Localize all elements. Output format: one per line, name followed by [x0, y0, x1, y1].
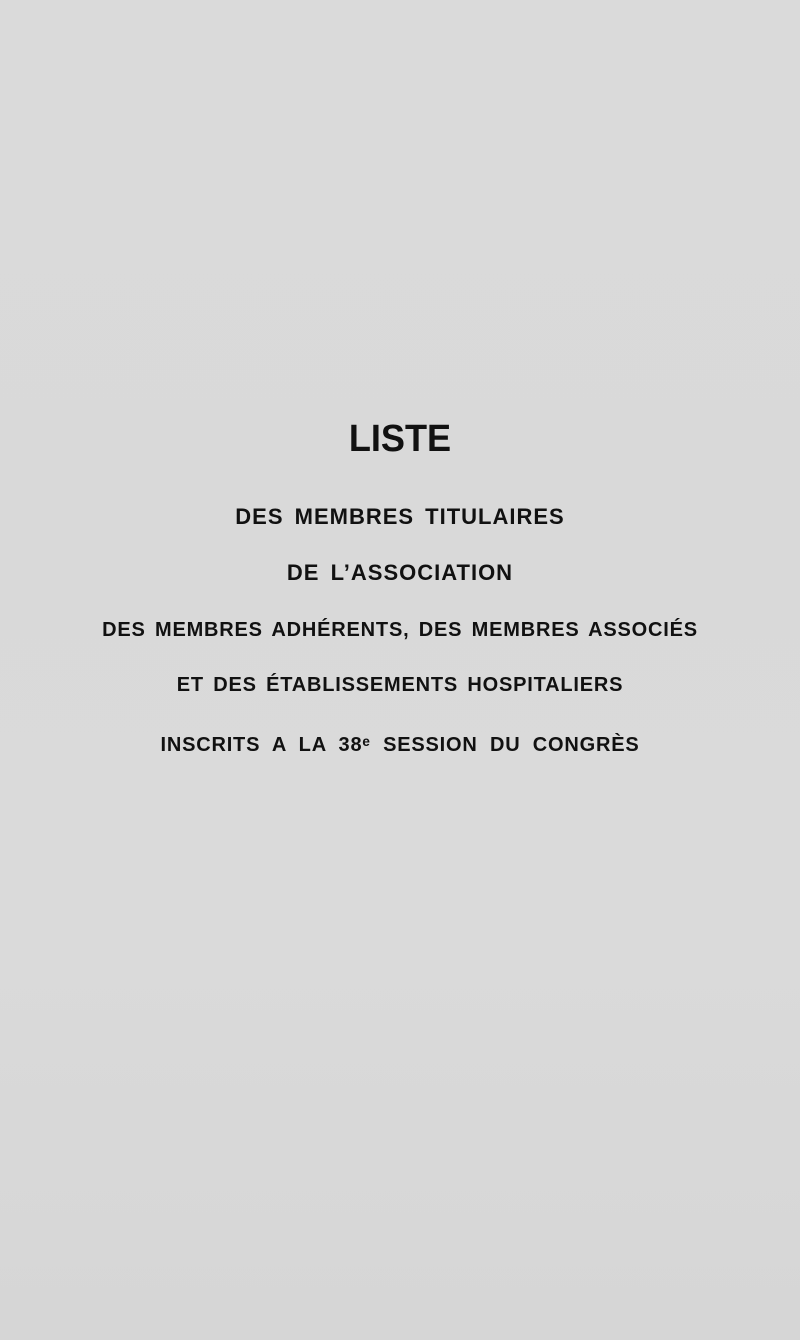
subtitle-line-4: ET DES ÉTABLISSEMENTS HOSPITALIERS	[176, 674, 624, 696]
subtitle-line-2: DE L’ASSOCIATION	[286, 560, 514, 585]
page-title: LISTE	[348, 418, 452, 460]
subtitle-line-3: DES MEMBRES ADHÉRENTS, DES MEMBRES ASSOCIÉS	[102, 619, 698, 641]
subtitle-line-5: INSCRITS A LA 38ᵉ SESSION DU CONGRÈS	[160, 734, 640, 756]
subtitle-line-1: DES MEMBRES TITULAIRES	[235, 504, 565, 529]
